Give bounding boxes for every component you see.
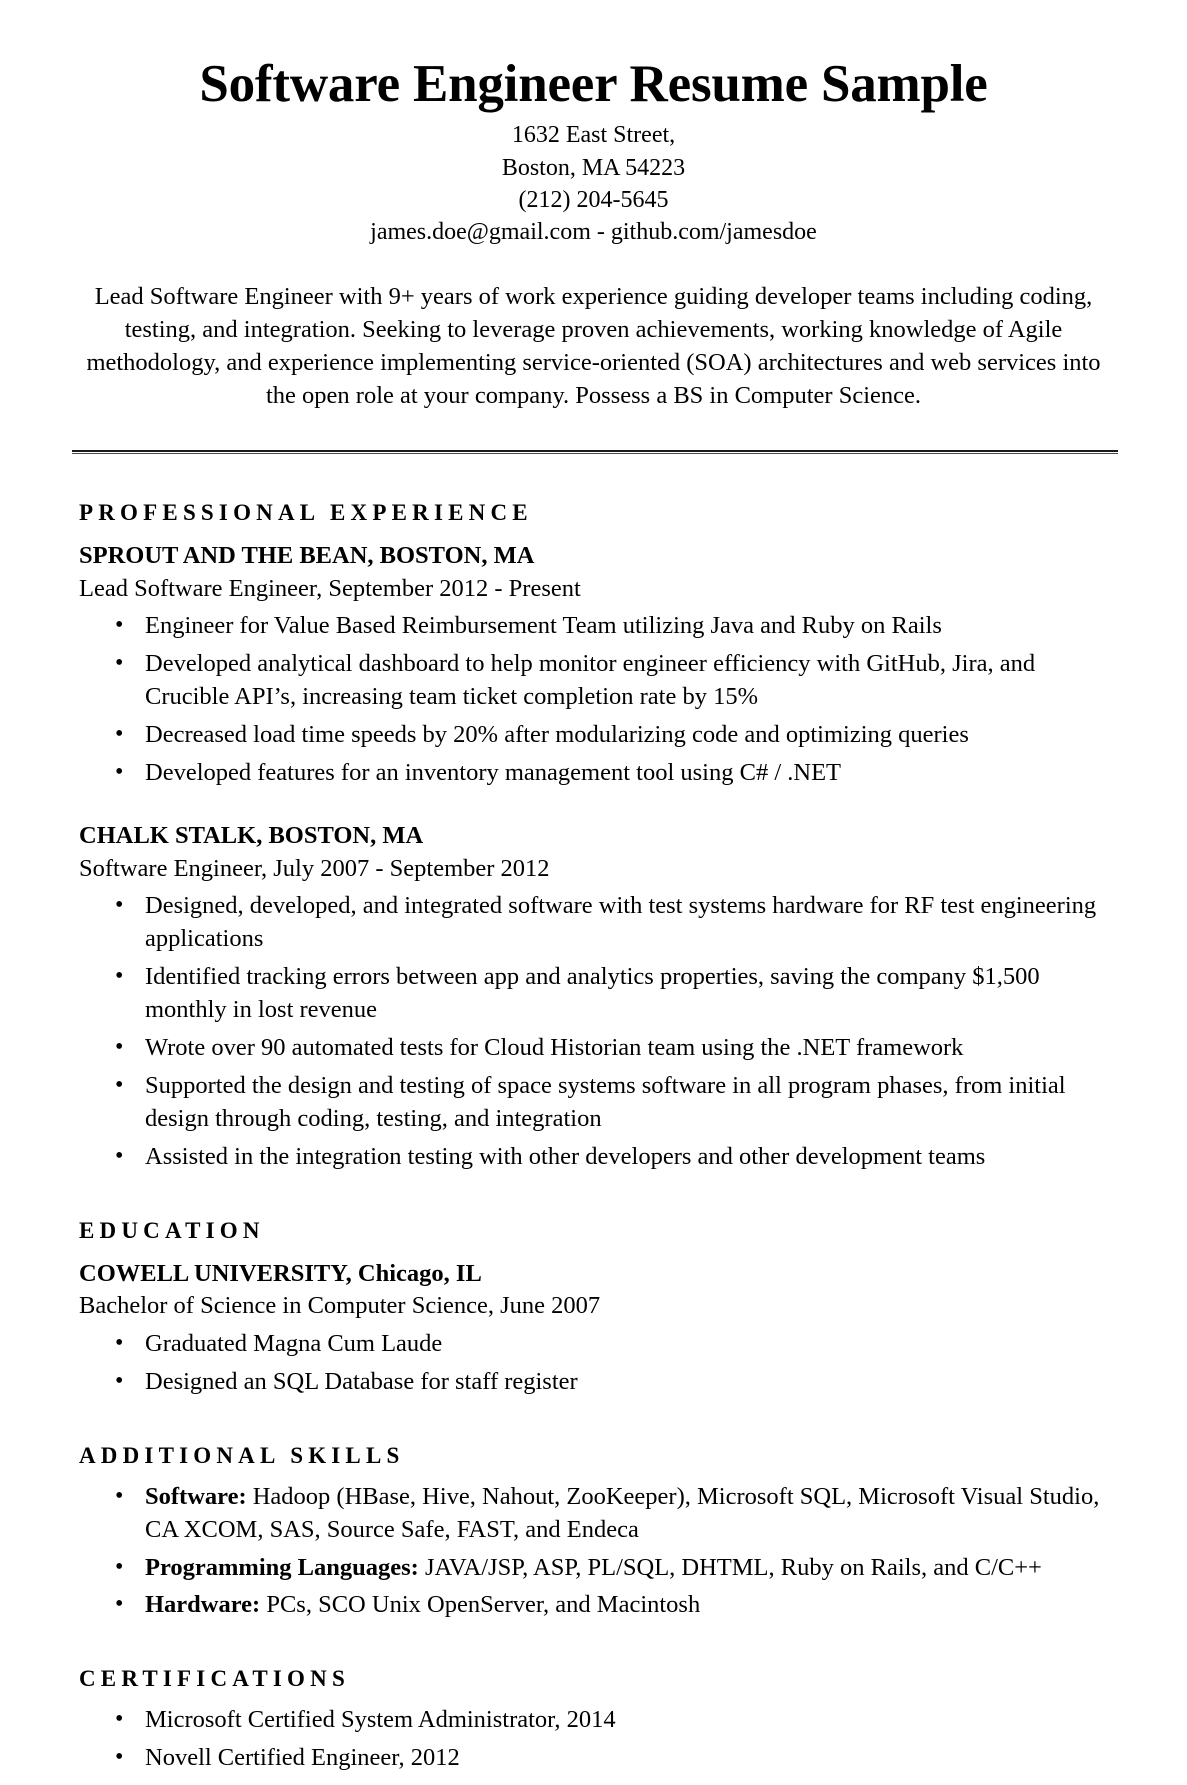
education-degree-date: Bachelor of Science in Computer Science, June 2007	[79, 1292, 601, 1320]
list-item: • Novell Certified Engineer, 2012	[79, 1742, 1120, 1775]
section-heading-skills: ADDITIONAL SKILLS	[79, 1442, 405, 1468]
experience-role-dates: Lead Software Engineer, September 2012 - Present	[79, 574, 581, 602]
skill-value: PCs, SCO Unix OpenServer, and Macintosh	[260, 1591, 701, 1619]
experience-entry-sprout-and-the-bean	[79, 540, 1120, 790]
resume-header	[67, 56, 1120, 248]
list-item: • Supported the design and testing of space systems software in all program phases, from initial design through coding, testing, and integration	[79, 1070, 1120, 1136]
experience-bullet-list	[79, 890, 1120, 1174]
education-org-name	[79, 1258, 1120, 1290]
section-education	[67, 1218, 1120, 1399]
list-item: • Designed, developed, and integrated software with test systems hardware for RF test engineering applications	[79, 890, 1120, 956]
experience-org-name: SPROUT AND THE BEAN, BOSTON, MA	[79, 542, 535, 570]
contact-line-email-github: james.doe@gmail.com - github.com/jamesdoe	[370, 219, 817, 246]
list-item: • Designed an SQL Database for staff register	[79, 1366, 1120, 1399]
certifications-bullet-list	[79, 1704, 1120, 1775]
section-additional-skills	[67, 1443, 1120, 1623]
list-item: • Identified tracking errors between app and analytics properties, saving the company $1,500 monthly in lost revenue	[79, 961, 1120, 1027]
page-title: Software Engineer Resume Sample	[199, 55, 988, 113]
education-school-location: , Chicago, IL	[345, 1259, 482, 1287]
list-item	[79, 1552, 1120, 1585]
section-certifications	[67, 1666, 1120, 1775]
section-professional-experience	[67, 500, 1120, 1174]
contact-line-city-state-zip: Boston, MA 54223	[501, 154, 686, 181]
contact-line-phone: (212) 204-5645	[518, 186, 669, 213]
section-heading-experience: PROFESSIONAL EXPERIENCE	[79, 500, 533, 526]
skills-bullet-list	[79, 1481, 1120, 1623]
experience-role-dates: Software Engineer, July 2007 - September 2012	[79, 854, 550, 882]
skill-value: JAVA/JSP, ASP, PL/SQL, DHTML, Ruby on Rails, and C/C++	[418, 1553, 1042, 1581]
skill-label: Software:	[145, 1482, 247, 1510]
header-divider	[72, 450, 1118, 454]
skill-label: Programming Languages:	[145, 1553, 419, 1581]
list-item: • Assisted in the integration testing with other developers and other development teams	[79, 1141, 1120, 1174]
list-item: • Decreased load time speeds by 20% after modularizing code and optimizing queries	[79, 719, 1120, 752]
contact-line-address: 1632 East Street,	[511, 122, 676, 149]
list-item: • Graduated Magna Cum Laude	[79, 1328, 1120, 1361]
contact-block	[67, 119, 1120, 248]
education-bullet-list	[79, 1328, 1120, 1399]
list-item: • Wrote over 90 automated tests for Cloud Historian team using the .NET framework	[79, 1032, 1120, 1065]
list-item: • Developed features for an inventory management tool using C# / .NET	[79, 757, 1120, 790]
list-item	[79, 1481, 1120, 1547]
section-heading-education: EDUCATION	[79, 1217, 265, 1243]
experience-entry-chalk-stalk	[79, 820, 1120, 1174]
list-item: • Developed analytical dashboard to help monitor engineer efficiency with GitHub, Jira, and Crucible API’s, increasing team ticket completion rate by 15%	[79, 648, 1120, 714]
list-item	[79, 1589, 1120, 1622]
education-school-name: COWELL UNIVERSITY	[79, 1259, 346, 1287]
list-item: • Microsoft Certified System Administrator, 2014	[79, 1704, 1120, 1737]
section-heading-certifications: CERTIFICATIONS	[79, 1666, 350, 1692]
skill-value: Hadoop (HBase, Hive, Nahout, ZooKeeper), Microsoft SQL, Microsoft Visual Studio, CA XCOM, SAS, Source Safe, FAST, and Endeca	[145, 1482, 1100, 1543]
professional-summary: Lead Software Engineer with 9+ years of work experience guiding developer teams including coding, testing, and integration. Seeking to leverage proven achievements, working knowledge of Agile methodology, and experience implementing service-oriented (SOA) architectures and web services into the open role at your company. Possess a BS in Computer Science.	[86, 283, 1101, 410]
list-item: • Engineer for Value Based Reimbursement Team utilizing Java and Ruby on Rails	[79, 610, 1120, 643]
experience-bullet-list	[79, 610, 1120, 790]
experience-org-name: CHALK STALK, BOSTON, MA	[79, 821, 424, 849]
education-entry-cowell-university	[79, 1258, 1120, 1399]
skill-label: Hardware:	[145, 1591, 261, 1619]
